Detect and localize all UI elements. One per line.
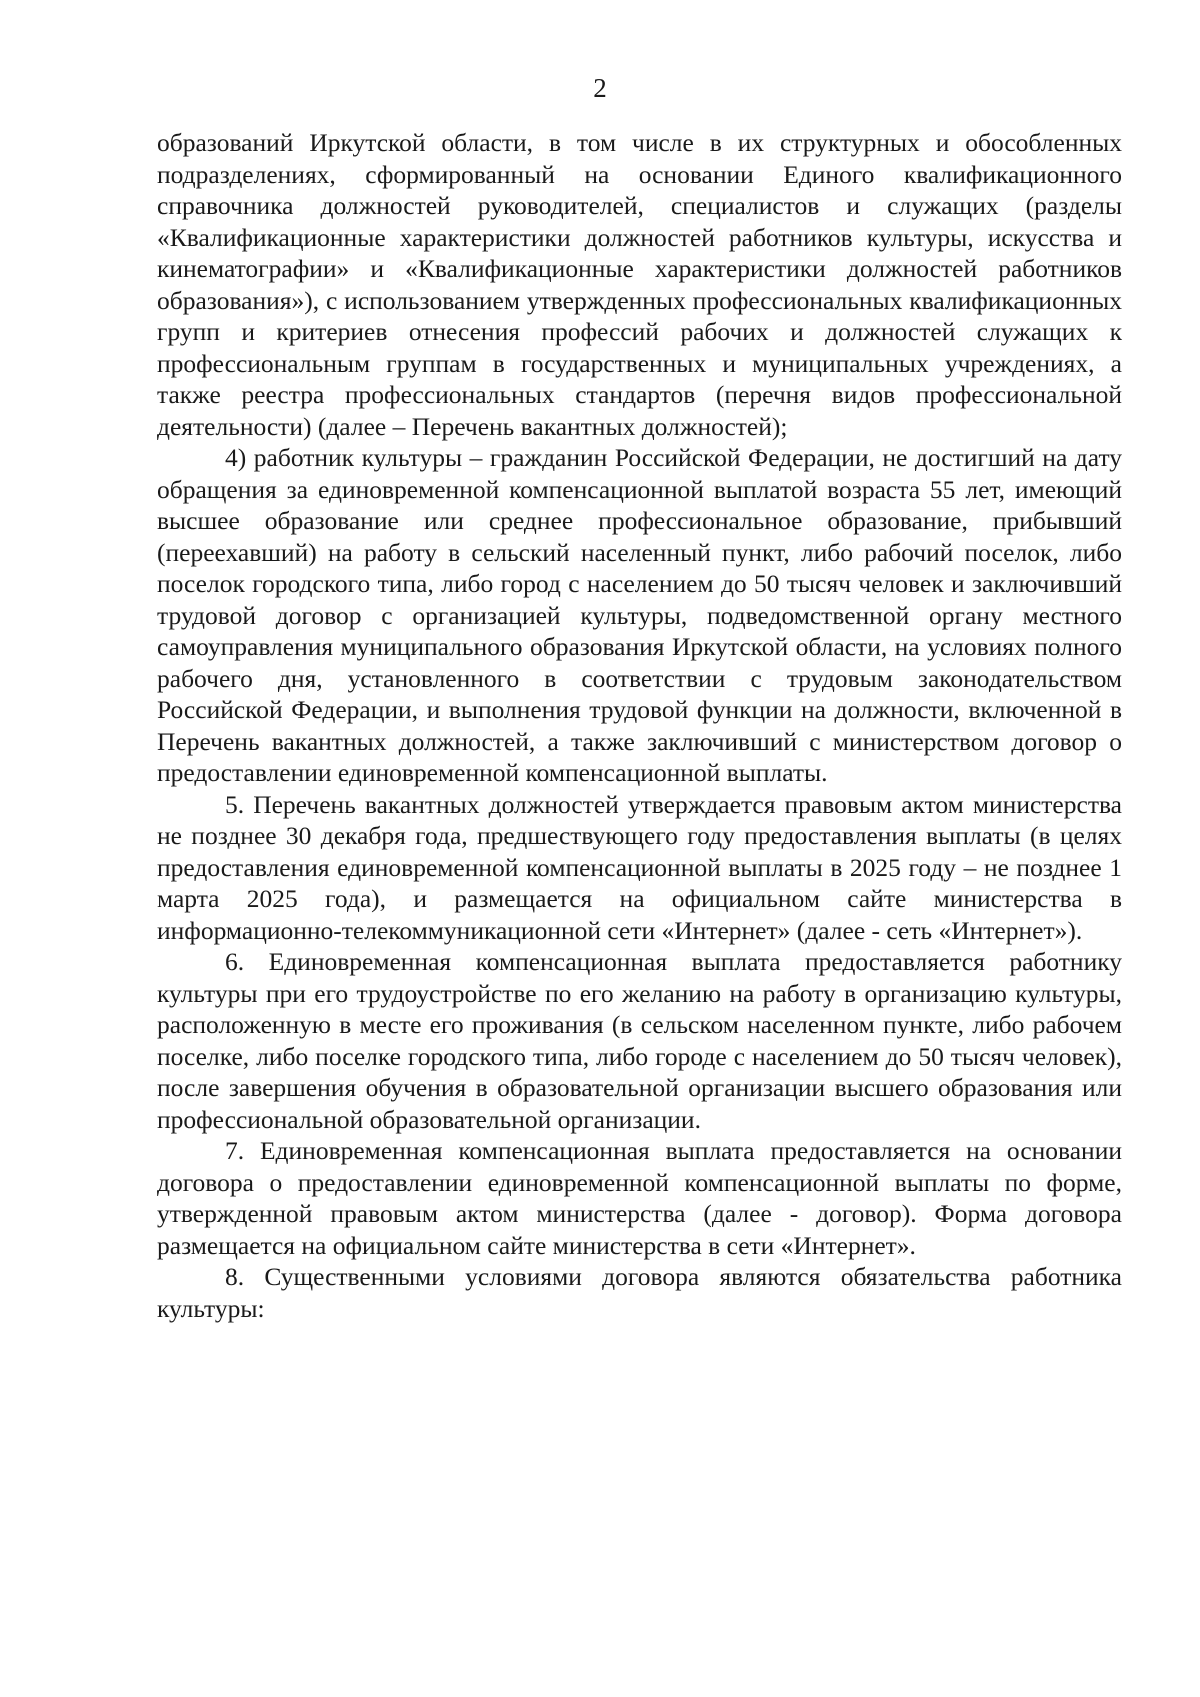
paragraph-continuation: образований Иркутской области, в том числе в их структурных и обособленных подразделениях, сформированный на основании Единого квалификационного справочника должностей руководителей, специалистов и служащих (разделы «Квалификационные характеристики должностей работников культуры, искусства и кинематографии» и «Квалификационные характеристики должностей работников образования»), с использованием утвержденных профессиональных квалификационных групп и критериев отнесения профессий рабочих и должностей служащих к профессиональным группам в государственных и муниципальных учреждениях, а также реестра профессиональных стандартов (перечня видов профессиональной деятельности) (далее – Перечень вакантных должностей);: [157, 128, 1122, 441]
page-number: 2: [593, 73, 607, 103]
document-body: [157, 127, 1122, 1324]
paragraph-item-4: 4) работник культуры – гражданин Российской Федерации, не достигший на дату обращения за единовременной компенсационной выплатой возраста 55 лет, имеющий высшее образование или среднее профессиональное образование, прибывший (переехавший) на работу в сельский населенный пункт, либо рабочий поселок, либо поселок городского типа, либо город с населением до 50 тысяч человек и заключивший трудовой договор с организацией культуры, подведомственной органу местного самоуправления муниципального образования Иркутской области, на условиях полного рабочего дня, установленного в соответствии с трудовым законодательством Российской Федерации, и выполнения трудовой функции на должности, включенной в Перечень вакантных должностей, а также заключивший с министерством договор о предоставлении единовременной компенсационной выплаты.: [157, 443, 1122, 787]
paragraph-item-8: 8. Существенными условиями договора являются обязательства работника культуры:: [157, 1262, 1122, 1323]
paragraph-item-7: 7. Единовременная компенсационная выплата предоставляется на основании договора о предоставлении единовременной компенсационной выплаты по форме, утвержденной правовым актом министерства (далее - договор). Форма договора размещается на официальном сайте министерства в сети «Интернет».: [157, 1136, 1122, 1260]
paragraph-item-5: 5. Перечень вакантных должностей утверждается правовым актом министерства не позднее 30 декабря года, предшествующего году предоставления выплаты (в целях предоставления единовременной компенсационной выплаты в 2025 году – не позднее 1 марта 2025 года), и размещается на официальном сайте министерства в информационно-телекоммуникационной сети «Интернет» (далее - сеть «Интернет»).: [157, 789, 1122, 945]
paragraph-item-6: 6. Единовременная компенсационная выплата предоставляется работнику культуры при его трудоустройстве по его желанию на работу в организацию культуры, расположенную в месте его проживания (в сельском населенном пункте, либо рабочем поселке, либо поселке городского типа, либо городе с населением до 50 тысяч человек), после завершения обучения в образовательной организации высшего образования или профессиональной образовательной организации.: [157, 947, 1122, 1134]
